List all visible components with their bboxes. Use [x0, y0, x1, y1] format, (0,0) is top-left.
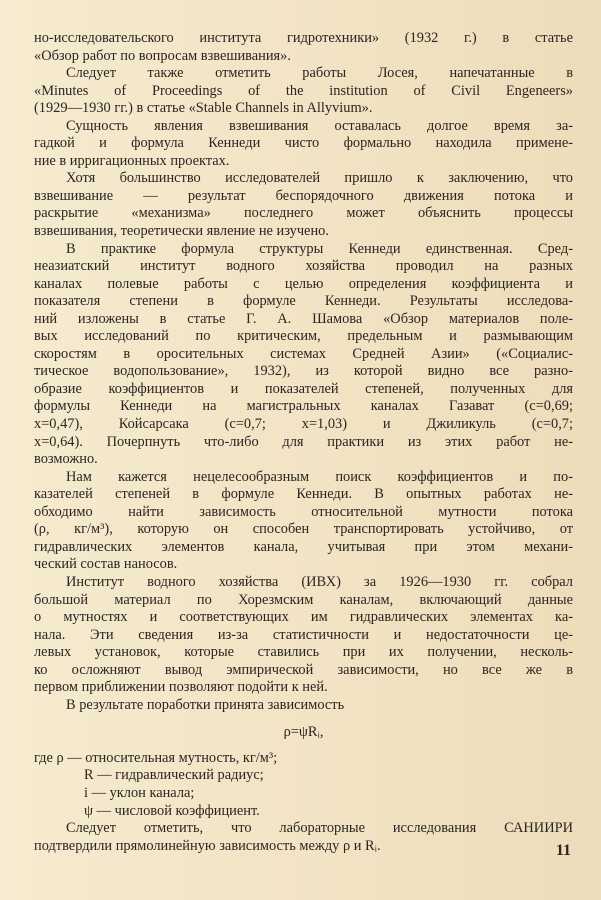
text-line: Хотя большинство исследователей пришло к заключению, что: [66, 170, 573, 187]
text-line: «Обзор работ по вопросам взвешивания».: [34, 47, 291, 64]
text-line: формулы Кеннеди на магистральных каналах Газават (c=0,69;: [34, 398, 573, 415]
text-line: Сущность явления взвешивания оставалась долгое время за-: [66, 117, 573, 134]
text-line: ний изложены в статье Г. А. Шамова «Обзор материалов поле-: [34, 310, 573, 327]
text-line: i — уклон канала;: [84, 784, 195, 801]
text-line: Нам кажется нецелесообразным поиск коэффициентов и по-: [66, 468, 573, 485]
text-line: левых установок, которые ставились при их получении, несколь-: [34, 644, 573, 661]
text-line: казателей степеней в формуле Кеннеди. В опытных работах не-: [34, 486, 573, 503]
text-line: ρ=ψRᵢ,: [283, 724, 324, 741]
text-line: взвешивания, теоретически явление не изучено.: [34, 223, 329, 240]
text-line: вых исследований по критическим, предельным и размывающим: [34, 328, 573, 345]
text-line: взвешивание — результат беспорядочного движения потока и: [34, 187, 573, 204]
text-line: большой материал по Хорезмским каналам, включающий данные: [34, 591, 573, 608]
page-number: 11: [555, 842, 571, 859]
text-line: ψ — числовой коэффициент.: [84, 802, 260, 819]
text-line: где ρ — относительная мутность, кг/м³;: [34, 749, 278, 766]
text-line: гадкой и формула Кеннеди чисто формально находила примене-: [34, 135, 573, 152]
text-line: В результате поработки принята зависимость: [66, 696, 345, 713]
text-line: первом приближении позволяют подойти к ней.: [34, 679, 328, 696]
text-line: В практике формула структуры Кеннеди единственная. Сред-: [66, 240, 573, 257]
text-line: подтвердили прямолинейную зависимость между ρ и Rᵢ.: [34, 837, 381, 854]
text-line: гидравлических элементов канала, учитывая при этом механи-: [34, 538, 573, 555]
text-line: возможно.: [34, 451, 98, 468]
text-line: скоростям в оросительных системах Средней Азии» («Социалис-: [34, 345, 573, 362]
body-text: [34, 30, 573, 855]
text-line: Институт водного хозяйства (ИВХ) за 1926—1930 гг. собрал: [66, 573, 573, 590]
text-line: показателя степени в формуле Кеннеди. Результаты исследова-: [34, 293, 573, 310]
text-line: нала. Эти сведения из-за статистичности и недостаточности це-: [34, 626, 573, 643]
text-line: Следует отметить, что лабораторные исследования САНИИРИ: [66, 820, 573, 837]
text-line: «Minutes of Proceedings of the institution of Civil Engeneers»: [34, 82, 573, 99]
text-line: раскрытие «механизма» последнего может объяснить процессы: [34, 205, 573, 222]
text-line: x=0,64). Почерпнуть что-либо для практики из этих работ не-: [34, 433, 573, 450]
text-line: обходимо найти зависимость относительной мутности потока: [34, 503, 573, 520]
text-line: о мутностях и соответствующих им гидравлических элементах ка-: [34, 609, 573, 626]
text-line: неазиатский институт водного хозяйства проводил на разных: [34, 258, 573, 275]
text-line: (ρ, кг/м³), которую он способен транспортировать устойчиво, от: [34, 521, 573, 538]
text-line: ние в ирригационных проектах.: [34, 152, 230, 169]
text-line: ческий состав наносов.: [34, 556, 178, 573]
text-line: образие коэффициентов и показателей степеней, полученных для: [34, 380, 573, 397]
text-line: но-исследовательского института гидротехники» (1932 г.) в статье: [34, 30, 573, 46]
text-line: ко осложняют вывод эмпирической зависимости, но все же в: [34, 661, 573, 678]
text-line: тическое водопользование», 1932), из которой видно все разно-: [34, 363, 573, 380]
text-line: x=0,47), Койсарсака (c=0,7; x=1,03) и Джиликуль (c=0,7;: [34, 416, 573, 433]
text-line: R — гидравлический радиус;: [84, 767, 264, 784]
text-line: (1929—1930 гг.) в статье «Stable Channels in Allyvium».: [34, 100, 373, 117]
text-line: Следует также отметить работы Лосея, напечатанные в: [66, 65, 573, 82]
text-line: каналах полевые работы с целью определения коэффициента и: [34, 275, 573, 292]
